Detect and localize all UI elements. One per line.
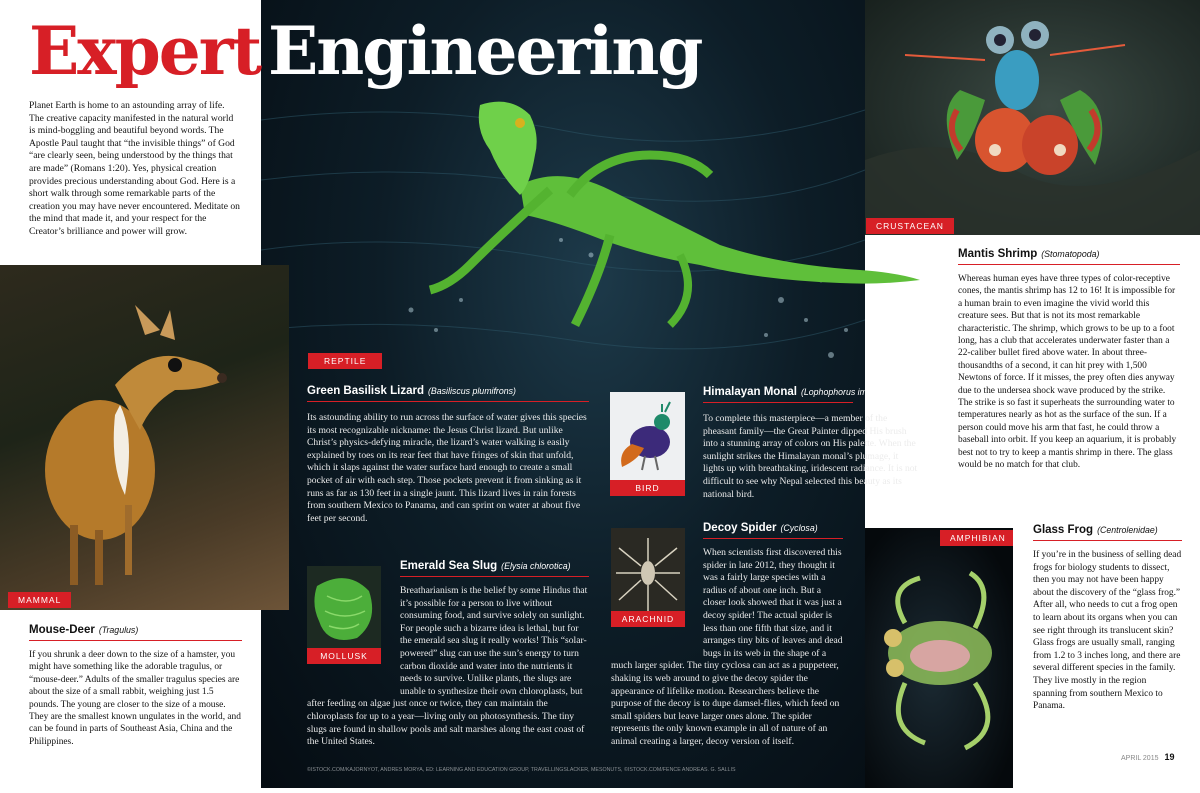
monal-rule: [703, 402, 853, 403]
deer-heading: [29, 624, 242, 636]
glass-frog-illustration: [865, 528, 1013, 788]
basilisk-lizard-illustration: [360, 95, 920, 355]
mantis-name: Mantis Shrimp: [958, 248, 1038, 260]
spider-heading: [703, 522, 843, 534]
monal-name: Himalayan Monal: [703, 386, 797, 398]
mouse-deer-photo: [0, 265, 289, 610]
folio: [1121, 752, 1175, 762]
mantis-rule: [958, 264, 1180, 265]
mantis-text: Whereas human eyes have three types of color-receptive cones, the mantis shrimp has 12 to 16! It is impossible for a human brain to even imagine the vivid world this creature sees. But that is not its most remarkable characteristic. The shrimp, which grows to be up to a foot long, has a club that accelerates underwater faster than a 22-caliber bullet fired above water. In about three-thousandths of a second, it can hit prey with 1,500 Newtons of force. If it misses, the prey often dies anyway due to the undersea shock wave produced by the strike. The strike is so fast it superheats the surrounding water to temperatures nearly as hot as the surface of the sun. If a person could move his arm that fast, he could throw a baseball into orbit. If you keep an aquarium, it is probably best not to try to keep a mantis shrimp in there. The glass would be no match for that club.: [958, 274, 1177, 471]
page-number: 19: [1164, 752, 1175, 762]
slug-rule: [400, 576, 589, 577]
monal-text: To complete this masterpiece—a member of the pheasant family—the Great Painter dipped His brush into a stunning array of colors on His palette. When the sunlight strikes the Himalayan monal’s plumage, it lights up with breathtaking, iridescent radiance. It is not difficult to see why Nepal selected this beauty as its national bird.: [703, 413, 918, 500]
monal-illustration: [610, 392, 685, 480]
slug-section: [307, 560, 589, 749]
deer-text: If you shrunk a deer down to the size of a hamster, you might have something like the adorable tragulus, or “mouse-deer.” Adults of the smaller tragulus species are about the size of a small rabbit, weighing just 1.5 pounds. The young are closer to the size of a mouse. They are the smallest known ungulates in the world, and can be found in parts of Southeast Asia, China and the Philippines.: [29, 650, 241, 747]
basilisk-text: Its astounding ability to run across the surface of water gives this species its most recognizable nickname: the Jesus Christ lizard. But unlike Christ’s physics-defying miracle, the lizard’s water walking is easily explained by toes on its rear feet that have fringes of skin that unfold, which it slaps against the water surface hard enough to create a small pocket of air with each step. Those pockets prevent it from sinking as it runs as far as 130 feet in a single jaunt. This lizard lives in rain forests from southern Mexico to Panama, and can sprint on water at about five feet per second.: [307, 412, 587, 524]
spider-name: Decoy Spider: [703, 522, 777, 534]
deer-rule: [29, 640, 242, 641]
frog-heading: [1033, 524, 1182, 536]
frog-text: If you’re in the business of selling dead frogs for biology students to dissect, then you may not have been happy about the discovery of the “glass frog.” After all, who needs to cut a frog open to learn about its organs when you can see right through its translucent skin? Glass frogs are usually small, ranging from 1.2 to 3 inches long, and there are several different species in the family. They live mostly in the region spanning from southern Mexico to Panama.: [1033, 550, 1182, 712]
folio-date: APRIL 2015: [1121, 755, 1159, 762]
deer-section: [29, 624, 242, 748]
slug-heading: [400, 560, 589, 572]
tag-arachnid: ARACHNID: [611, 611, 685, 627]
headline-engineering: Engineering: [268, 12, 702, 90]
frog-name: Glass Frog: [1033, 524, 1094, 536]
basilisk-heading: [307, 385, 589, 397]
intro-text: Planet Earth is home to an astounding array of life. The creative capacity manifested in the natural world is mind-boggling and beautiful beyond words. The Apostle Paul taught that “the invisible things” of God “are clearly seen, being understood by the things that are made” (Romans 1:20). Yes, physical creation provides precious understanding about God. Here is a short walk through some remarkable parts of the creation you may have never encountered. Meditate on the mind that made it, and your respect for the Creator’s brilliance and power will grow.: [29, 100, 240, 237]
spider-text: When scientists first discovered this spider in late 2012, they thought it was a fairly large species with a radius of about one inch. But a closer look showed that it was just a decoy spider! The actual spider is less than one fifth that size, and it arranges tiny bits of leaves and dead bugs in its web in the shape of a much larger spider. The tiny cyclosa can act as a puppeteer, shaking its web around to give the decoy spider the appearance of lifelike motion. Researchers believe the purpose of the decoy is to dupe damsel-flies, which feed on small spiders but leave larger ones alone. The spider represents the only known example in all of nature of an animal creating a larger, decoy version of itself.: [611, 547, 843, 747]
tag-amphibian: AMPHIBIAN: [940, 530, 1016, 546]
headline-expert: Expert: [29, 12, 261, 90]
mantis-scientific: (Stomatopoda): [1041, 249, 1100, 259]
spider-rule: [703, 538, 843, 539]
tag-crustacean: CRUSTACEAN: [866, 218, 954, 234]
basilisk-rule: [307, 401, 589, 402]
monal-heading: [703, 386, 918, 398]
frog-scientific: (Centrolenidae): [1097, 525, 1158, 535]
tag-bird: BIRD: [610, 480, 685, 496]
slug-scientific: (Elysia chlorotica): [501, 561, 571, 571]
basilisk-scientific: (Basiliscus plumifrons): [427, 386, 516, 396]
frog-rule: [1033, 540, 1182, 541]
spider-section: [611, 522, 843, 749]
intro-panel: [0, 96, 261, 265]
basilisk-section: [307, 385, 589, 525]
mantis-panel: [940, 235, 1200, 528]
spider-scientific: (Cyclosa): [780, 523, 818, 533]
tag-mollusk: MOLLUSK: [307, 648, 381, 664]
monal-photo: [610, 392, 685, 480]
basilisk-name: Green Basilisk Lizard: [307, 385, 424, 397]
slug-text: Breatharianism is the belief by some Hindus that it’s possible for a person to live without consuming food, and survive solely on sunlight. For people such a bizarre idea is lethal, but for the emerald sea slug it really works! This “solar-powered” slug can use the sun’s energy to turn carbon dioxide and water into the nutrients it needs to survive. Unlike plants, the slugs are unable to synthesize their own chloroplasts, but after feeding on algae just once or twice, they can maintain the chloroplasts for up to a year—living only on photosynthesis. The tiny slugs are found in shallow pools and salt marshes along the east coast of the United States.: [307, 585, 588, 748]
slug-name: Emerald Sea Slug: [400, 560, 498, 572]
tag-mammal: MAMMAL: [8, 592, 71, 608]
mantis-heading: [958, 248, 1180, 260]
glass-frog-photo: [865, 528, 1013, 788]
monal-scientific: (Lophophorus impejanus): [800, 387, 901, 397]
frog-panel: [1013, 524, 1200, 788]
photo-credits: ©ISTOCK.COM/KAJORNYOT, ANDRES MORYA, ED: LEARNING AND EDUCATION GROUP, TRAVELLINGSLACKER, MESONUTS, ©ISTOCK.COM/FENCE ANDREAS. G. SALLIS: [307, 767, 736, 773]
tag-reptile: REPTILE: [308, 353, 382, 369]
monal-section: [703, 386, 918, 501]
deer-scientific: (Tragulus): [98, 625, 139, 635]
mouse-deer-illustration: [0, 265, 289, 610]
deer-name: Mouse-Deer: [29, 624, 95, 636]
